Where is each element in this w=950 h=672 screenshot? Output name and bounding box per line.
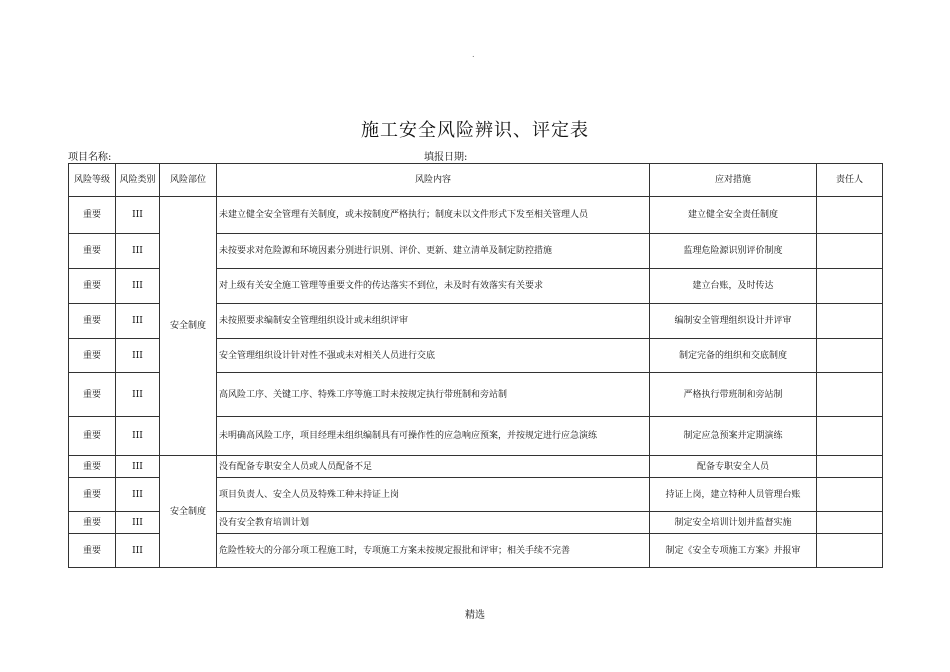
risk-content-cell: 对上级有关安全施工管理等重要文件的传达落实不到位，未及时有效落实有关要求 [217, 269, 650, 304]
countermeasure-cell: 制定《安全专项施工方案》并报审 [650, 534, 817, 568]
countermeasure-cell: 制定应急预案并定期演练 [650, 417, 817, 456]
header-risk-level: 风险等级 [69, 164, 116, 197]
risk-level-cell: 重要 [69, 456, 116, 478]
risk-level-cell: 重要 [69, 269, 116, 304]
project-name-label: 项目名称: [68, 152, 112, 163]
risk-content-cell: 未建立健全安全管理有关制度，或未按制度严格执行；制度未以文件形式下发至相关管理人员 [217, 197, 650, 234]
risk-level-cell: 重要 [69, 417, 116, 456]
header-countermeasure: 应对措施 [650, 164, 817, 197]
risk-category-cell: III [116, 373, 160, 417]
countermeasure-cell: 建立台账，及时传达 [650, 269, 817, 304]
risk-content-cell: 未明确高风险工序，项目经理未组织编制具有可操作性的应急响应预案，并按规定进行应急演练 [217, 417, 650, 456]
document-title: 施工安全风险辨识、评定表 [361, 120, 589, 141]
countermeasure-cell: 制定安全培训计划并监督实施 [650, 512, 817, 534]
risk-content-cell: 高风险工序、关键工序、特殊工序等施工时未按规定执行带班制和旁站制 [217, 373, 650, 417]
risk-content-cell: 项目负责人、安全人员及特殊工种未持证上岗 [217, 478, 650, 512]
risk-category-cell: III [116, 304, 160, 339]
risk-content-cell: 没有配备专职安全人员或人员配备不足 [217, 456, 650, 478]
risk-level-cell: 重要 [69, 373, 116, 417]
risk-assessment-table [68, 163, 883, 568]
risk-content-cell: 安全管理组织设计针对性不强或未对相关人员进行交底 [217, 339, 650, 373]
risk-category-cell: III [116, 534, 160, 568]
risk-category-cell: III [116, 478, 160, 512]
responsible-person-cell [817, 534, 883, 568]
countermeasure-cell: 编制安全管理组织设计并评审 [650, 304, 817, 339]
risk-level-cell: 重要 [69, 304, 116, 339]
responsible-person-cell [817, 304, 883, 339]
risk-content-cell: 未按照要求编制安全管理组织设计或未组织评审 [217, 304, 650, 339]
countermeasure-cell: 监理危险源识别评价制度 [650, 234, 817, 269]
risk-content-cell: 危险性较大的分部分项工程施工时，专项施工方案未按规定报批和评审；相关手续不完善 [217, 534, 650, 568]
risk-level-cell: 重要 [69, 534, 116, 568]
page-mark: . [472, 50, 475, 59]
responsible-person-cell [817, 197, 883, 234]
countermeasure-cell: 持证上岗，建立特种人员管理台账 [650, 478, 817, 512]
header-risk-location: 风险部位 [160, 164, 217, 197]
responsible-person-cell [817, 373, 883, 417]
risk-location-cell: 安全制度 [160, 456, 217, 568]
page-footer: 精选 [465, 610, 485, 621]
responsible-person-cell [817, 339, 883, 373]
risk-content-cell: 没有安全教育培训计划 [217, 512, 650, 534]
header-responsible-person: 责任人 [817, 164, 883, 197]
responsible-person-cell [817, 234, 883, 269]
risk-location-cell: 安全制度 [160, 197, 217, 456]
table-header-row [69, 164, 883, 197]
risk-category-cell: III [116, 512, 160, 534]
report-date-label: 填报日期: [424, 152, 468, 163]
table-row [69, 456, 883, 478]
header-risk-category: 风险类别 [116, 164, 160, 197]
risk-category-cell: III [116, 417, 160, 456]
responsible-person-cell [817, 512, 883, 534]
countermeasure-cell: 建立健全安全责任制度 [650, 197, 817, 234]
countermeasure-cell: 配备专职安全人员 [650, 456, 817, 478]
risk-level-cell: 重要 [69, 197, 116, 234]
responsible-person-cell [817, 417, 883, 456]
risk-category-cell: III [116, 456, 160, 478]
responsible-person-cell [817, 478, 883, 512]
countermeasure-cell: 严格执行带班制和旁站制 [650, 373, 817, 417]
responsible-person-cell [817, 269, 883, 304]
table-row [69, 197, 883, 234]
countermeasure-cell: 制定完备的组织和交底制度 [650, 339, 817, 373]
risk-level-cell: 重要 [69, 512, 116, 534]
header-risk-content: 风险内容 [217, 164, 650, 197]
risk-category-cell: III [116, 269, 160, 304]
risk-category-cell: III [116, 234, 160, 269]
risk-level-cell: 重要 [69, 339, 116, 373]
risk-level-cell: 重要 [69, 234, 116, 269]
responsible-person-cell [817, 456, 883, 478]
risk-content-cell: 未按要求对危险源和环境因素分别进行识别、评价、更新、建立清单及制定防控措施 [217, 234, 650, 269]
risk-category-cell: III [116, 197, 160, 234]
risk-category-cell: III [116, 339, 160, 373]
risk-level-cell: 重要 [69, 478, 116, 512]
